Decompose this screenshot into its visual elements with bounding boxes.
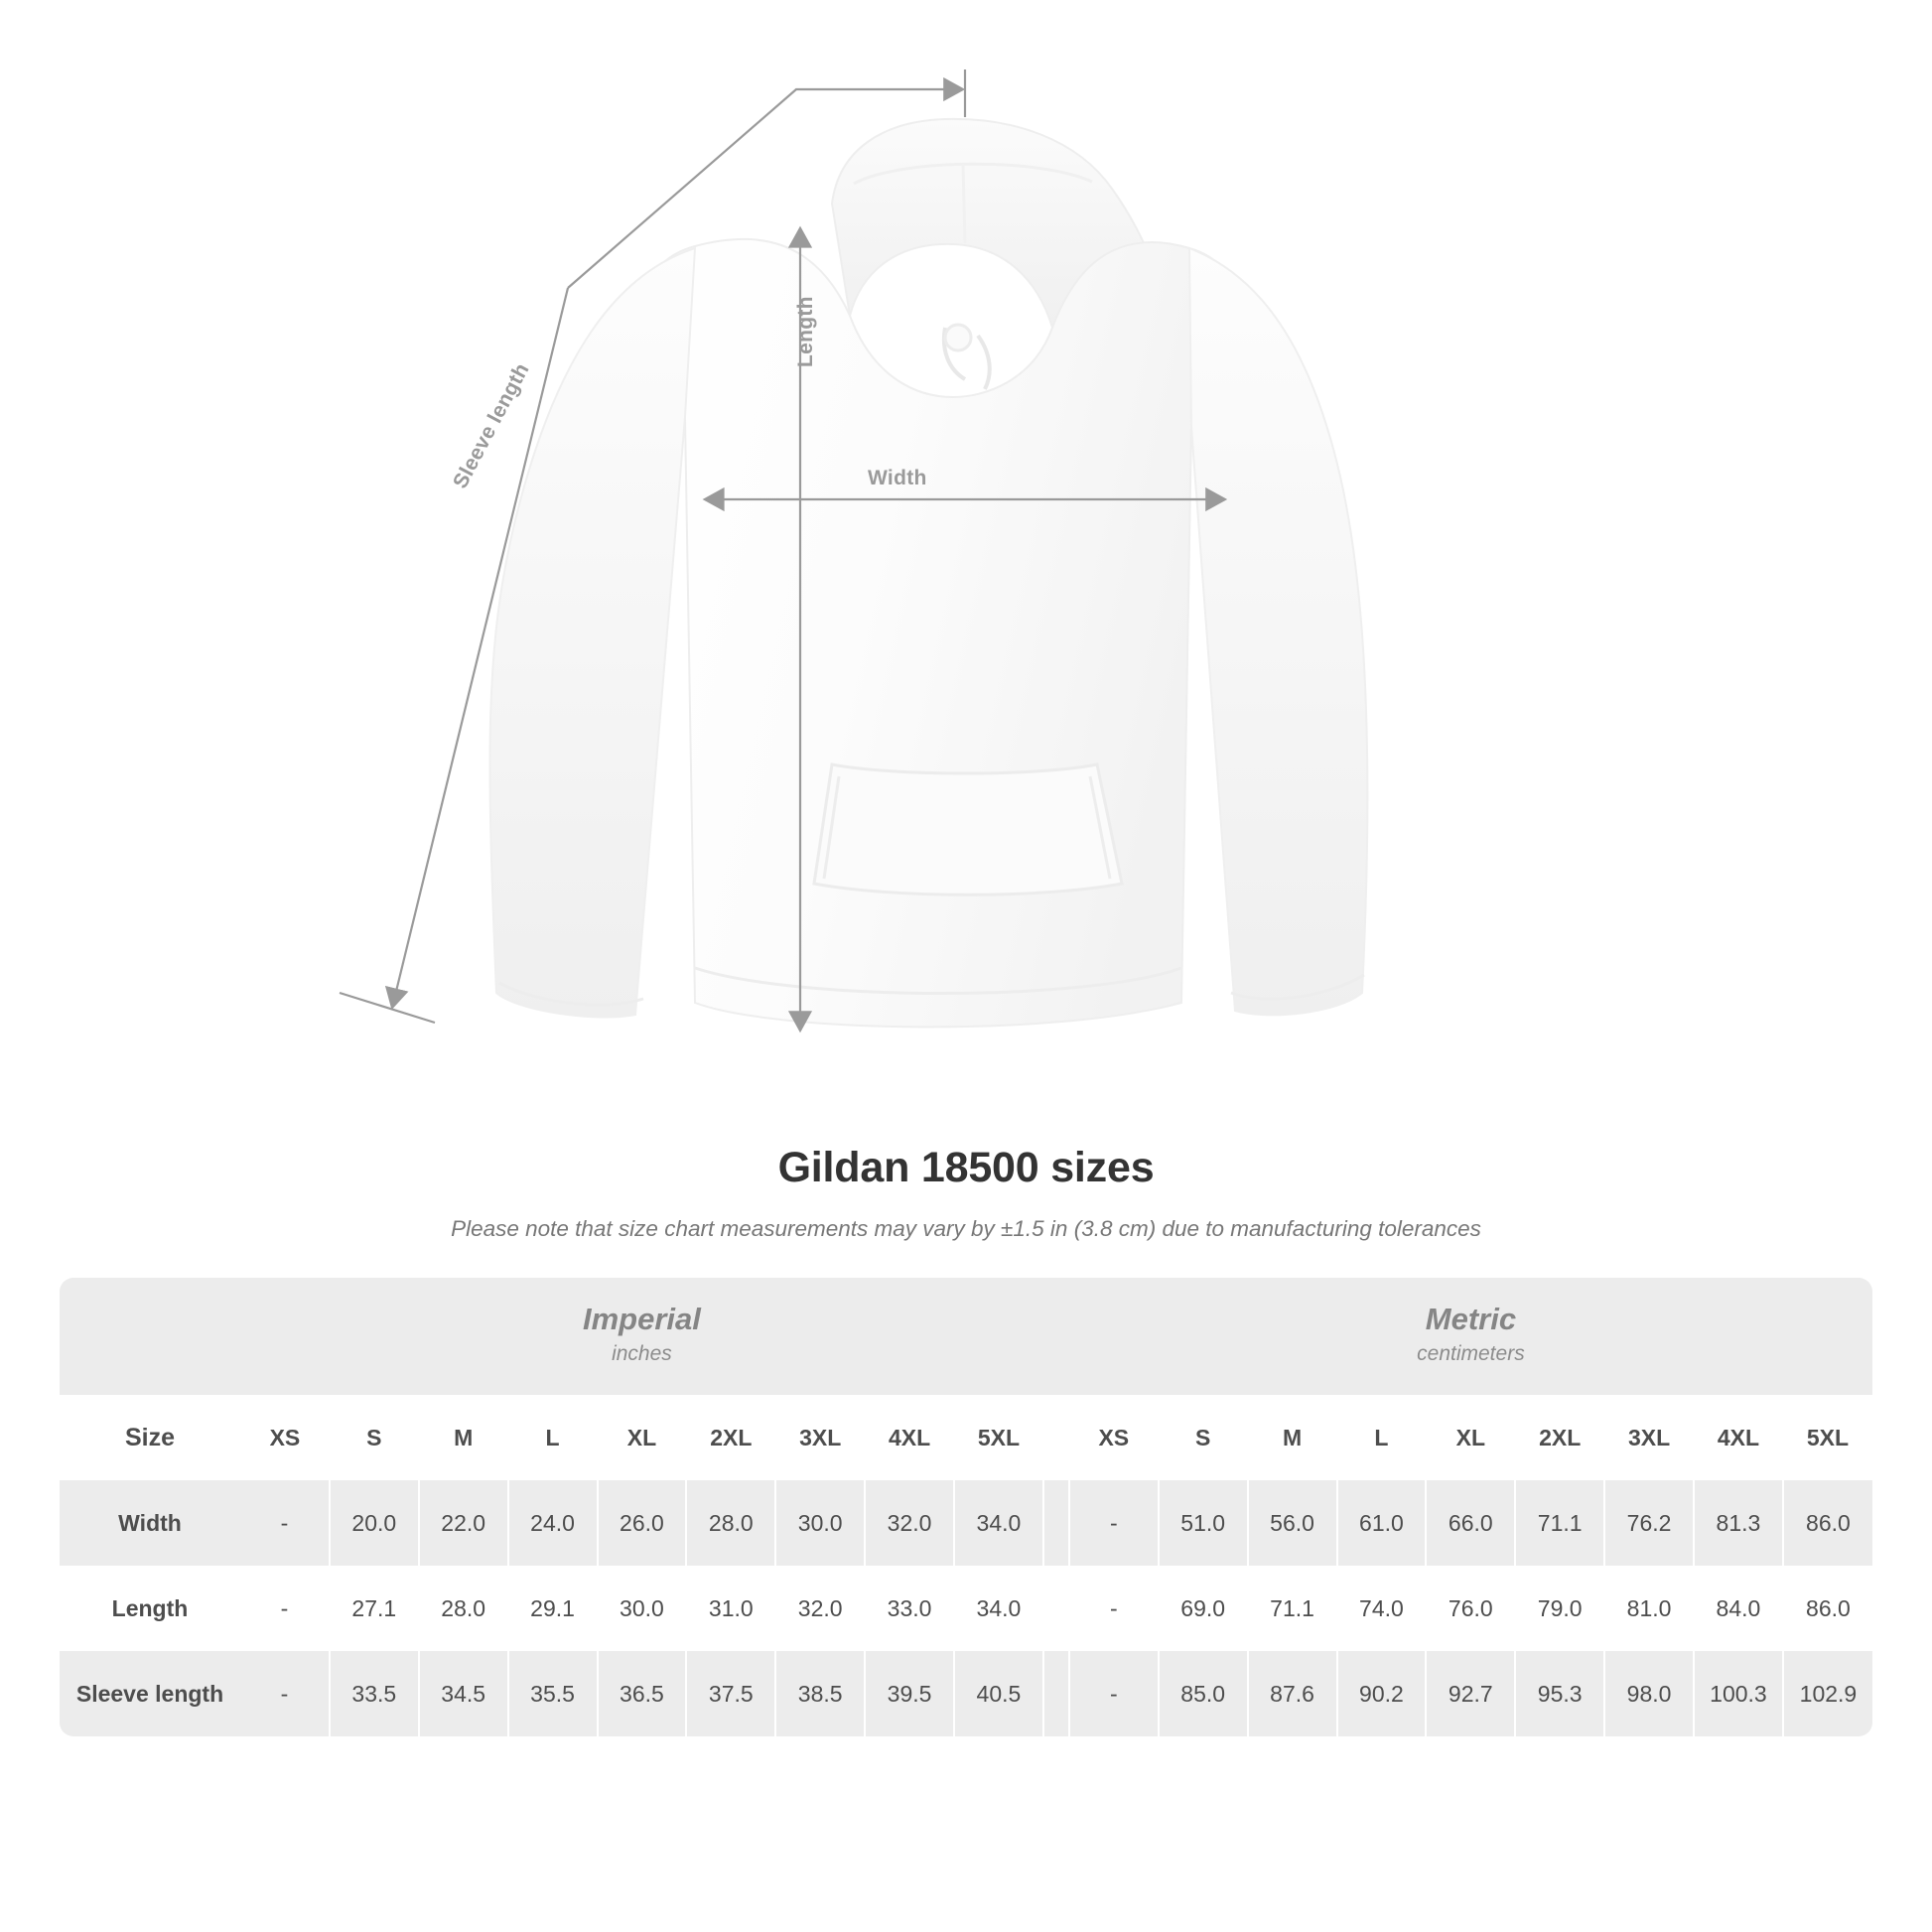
cell-width-imp-xl: 26.0 xyxy=(598,1480,687,1566)
tolerance-note: Please note that size chart measurements may vary by ±1.5 in (3.8 cm) due to manufacturing tolerances xyxy=(451,1216,1481,1241)
size-header-label: Size xyxy=(60,1395,240,1480)
unit-group-metric-sub: centimeters xyxy=(1417,1342,1525,1366)
row-label-sleeve-length: Sleeve length xyxy=(60,1651,240,1736)
row-label-length: Length xyxy=(60,1566,240,1651)
table-row xyxy=(60,1651,1872,1736)
cell-width-imp-xs: - xyxy=(240,1480,330,1566)
unit-group-metric xyxy=(1069,1278,1872,1395)
cell-length-met-4xl: 84.0 xyxy=(1694,1566,1783,1651)
cell-sleeve-imp-2xl: 37.5 xyxy=(686,1651,775,1736)
cell-width-met-l: 61.0 xyxy=(1337,1480,1427,1566)
cell-width-imp-4xl: 32.0 xyxy=(865,1480,954,1566)
cell-length-imp-2xl: 31.0 xyxy=(686,1566,775,1651)
cell-width-imp-3xl: 30.0 xyxy=(775,1480,865,1566)
size-header-imperial-5xl: 5XL xyxy=(954,1395,1043,1480)
cell-length-imp-xs: - xyxy=(240,1566,330,1651)
unit-group-imperial-sub: inches xyxy=(612,1342,672,1366)
size-header-metric-5xl: 5XL xyxy=(1783,1395,1872,1480)
cell-length-met-5xl: 86.0 xyxy=(1783,1566,1872,1651)
cell-width-spacer xyxy=(1043,1480,1069,1566)
size-header-metric-s: S xyxy=(1159,1395,1248,1480)
cell-length-imp-3xl: 32.0 xyxy=(775,1566,865,1651)
cell-length-imp-m: 28.0 xyxy=(419,1566,508,1651)
size-header-metric-xl: XL xyxy=(1426,1395,1515,1480)
size-header-metric-3xl: 3XL xyxy=(1604,1395,1694,1480)
cell-sleeve-met-5xl: 102.9 xyxy=(1783,1651,1872,1736)
cell-width-met-5xl: 86.0 xyxy=(1783,1480,1872,1566)
size-header-imperial-xs: XS xyxy=(240,1395,330,1480)
sleeve-length-dimension-label: Sleeve length xyxy=(449,359,534,492)
size-header-spacer xyxy=(1043,1395,1069,1480)
cell-length-met-xs: - xyxy=(1069,1566,1159,1651)
cell-sleeve-imp-l: 35.5 xyxy=(508,1651,598,1736)
cell-length-imp-xl: 30.0 xyxy=(598,1566,687,1651)
cell-width-met-2xl: 71.1 xyxy=(1515,1480,1604,1566)
cell-sleeve-met-4xl: 100.3 xyxy=(1694,1651,1783,1736)
cell-length-met-l: 74.0 xyxy=(1337,1566,1427,1651)
size-header-imperial-s: S xyxy=(330,1395,419,1480)
cell-sleeve-imp-5xl: 40.5 xyxy=(954,1651,1043,1736)
cell-width-met-xs: - xyxy=(1069,1480,1159,1566)
cell-width-met-3xl: 76.2 xyxy=(1604,1480,1694,1566)
cell-sleeve-met-s: 85.0 xyxy=(1159,1651,1248,1736)
size-header-imperial-l: L xyxy=(508,1395,598,1480)
cell-width-met-xl: 66.0 xyxy=(1426,1480,1515,1566)
cell-sleeve-imp-4xl: 39.5 xyxy=(865,1651,954,1736)
width-dimension-label: Width xyxy=(868,467,927,489)
size-header-metric-m: M xyxy=(1248,1395,1337,1480)
size-table xyxy=(60,1278,1872,1736)
size-header-metric-4xl: 4XL xyxy=(1694,1395,1783,1480)
cell-sleeve-met-xs: - xyxy=(1069,1651,1159,1736)
cell-length-imp-4xl: 33.0 xyxy=(865,1566,954,1651)
cell-sleeve-imp-m: 34.5 xyxy=(419,1651,508,1736)
cell-width-met-s: 51.0 xyxy=(1159,1480,1248,1566)
unit-spacer xyxy=(60,1278,240,1395)
cell-sleeve-met-3xl: 98.0 xyxy=(1604,1651,1694,1736)
cell-width-imp-m: 22.0 xyxy=(419,1480,508,1566)
unit-group-imperial xyxy=(240,1278,1043,1395)
size-header-imperial-2xl: 2XL xyxy=(686,1395,775,1480)
cell-length-imp-l: 29.1 xyxy=(508,1566,598,1651)
unit-group-row xyxy=(60,1278,1872,1395)
cell-sleeve-imp-s: 33.5 xyxy=(330,1651,419,1736)
cell-length-imp-s: 27.1 xyxy=(330,1566,419,1651)
cell-length-imp-5xl: 34.0 xyxy=(954,1566,1043,1651)
cell-sleeve-met-m: 87.6 xyxy=(1248,1651,1337,1736)
cell-sleeve-imp-xl: 36.5 xyxy=(598,1651,687,1736)
cell-width-imp-5xl: 34.0 xyxy=(954,1480,1043,1566)
unit-divider xyxy=(1043,1278,1069,1395)
cell-sleeve-met-xl: 92.7 xyxy=(1426,1651,1515,1736)
cell-width-met-4xl: 81.3 xyxy=(1694,1480,1783,1566)
cell-length-met-s: 69.0 xyxy=(1159,1566,1248,1651)
unit-group-imperial-name: Imperial xyxy=(582,1302,701,1337)
size-header-metric-xs: XS xyxy=(1069,1395,1159,1480)
cell-sleeve-imp-xs: - xyxy=(240,1651,330,1736)
row-label-width: Width xyxy=(60,1480,240,1566)
size-header-imperial-3xl: 3XL xyxy=(775,1395,865,1480)
table-row xyxy=(60,1480,1872,1566)
cell-length-met-xl: 76.0 xyxy=(1426,1566,1515,1651)
cell-sleeve-imp-3xl: 38.5 xyxy=(775,1651,865,1736)
cell-width-imp-s: 20.0 xyxy=(330,1480,419,1566)
cell-sleeve-met-l: 90.2 xyxy=(1337,1651,1427,1736)
cell-length-met-3xl: 81.0 xyxy=(1604,1566,1694,1651)
cell-width-imp-2xl: 28.0 xyxy=(686,1480,775,1566)
cell-width-met-m: 56.0 xyxy=(1248,1480,1337,1566)
cell-width-imp-l: 24.0 xyxy=(508,1480,598,1566)
size-header-imperial-m: M xyxy=(419,1395,508,1480)
size-header-metric-2xl: 2XL xyxy=(1515,1395,1604,1480)
size-header-imperial-xl: XL xyxy=(598,1395,687,1480)
size-header-metric-l: L xyxy=(1337,1395,1427,1480)
unit-group-metric-name: Metric xyxy=(1425,1302,1517,1337)
size-header-imperial-4xl: 4XL xyxy=(865,1395,954,1480)
size-header-row xyxy=(60,1395,1872,1480)
cell-length-met-2xl: 79.0 xyxy=(1515,1566,1604,1651)
table-row xyxy=(60,1566,1872,1651)
cell-length-met-m: 71.1 xyxy=(1248,1566,1337,1651)
hoodie-artwork xyxy=(489,119,1367,1028)
page-title: Gildan 18500 sizes xyxy=(777,1144,1155,1191)
cell-sleeve-spacer xyxy=(1043,1651,1069,1736)
cell-length-spacer xyxy=(1043,1566,1069,1651)
length-dimension-label: Length xyxy=(794,296,817,367)
cell-sleeve-met-2xl: 95.3 xyxy=(1515,1651,1604,1736)
size-table-wrapper xyxy=(60,1278,1872,1736)
